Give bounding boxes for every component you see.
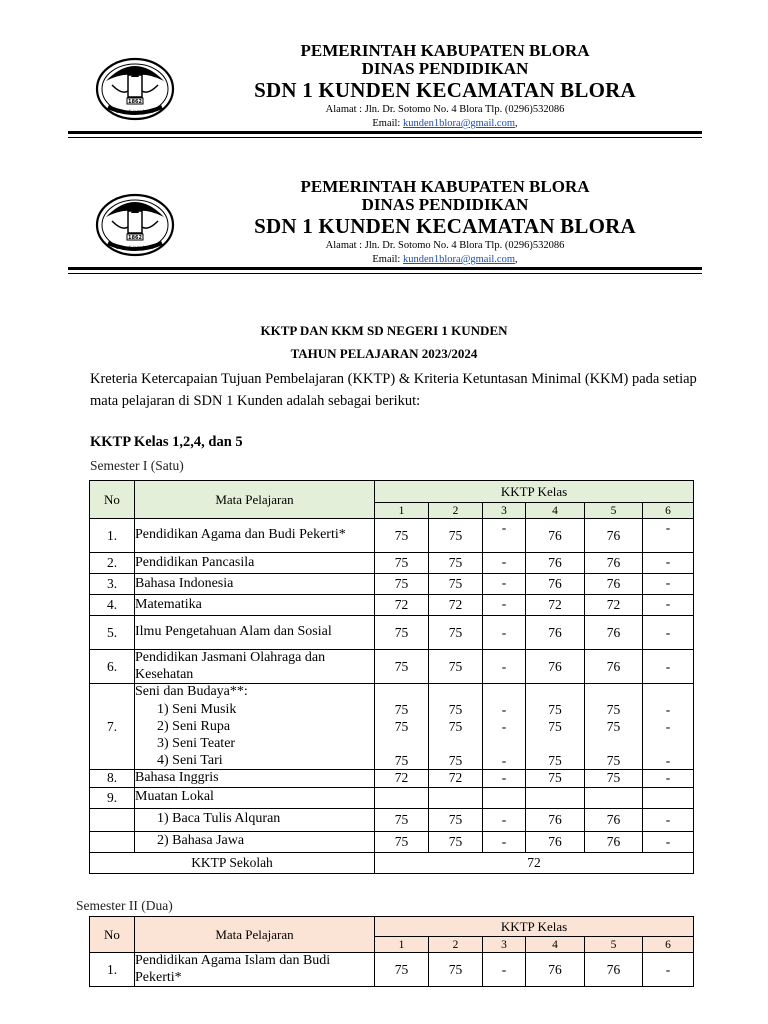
row-value: 76	[585, 616, 643, 650]
email-suffix: ,	[515, 254, 518, 265]
seni-values-col	[375, 684, 429, 770]
email-label: Email:	[372, 118, 403, 129]
row-value: 76	[526, 553, 585, 574]
mulok-subitem-label: 2) Bahasa Jawa	[157, 833, 245, 849]
blora-crest-icon	[94, 55, 176, 121]
table-row	[90, 574, 694, 595]
row-value: 75	[585, 770, 643, 788]
row-no: 1.	[90, 519, 135, 553]
school-address: Alamat : Jln. Dr. Sotomo No. 4 Blora Tlp. (0296)532086	[325, 104, 565, 115]
letterhead-rule	[68, 131, 702, 134]
row-value: -	[483, 553, 526, 574]
row-value	[429, 735, 482, 752]
government-name: PEMERINTAH KABUPATEN BLORA	[300, 177, 590, 196]
footer-label: KKTP Sekolah	[90, 852, 375, 873]
header-no: No	[90, 481, 135, 519]
row-value	[643, 735, 693, 752]
kktp-table-semester-1	[89, 480, 694, 874]
header-class: 2	[429, 937, 483, 953]
row-value: 72	[429, 770, 483, 788]
crest-year: 1862	[128, 235, 142, 241]
row-value: 75	[394, 753, 409, 768]
row-value: -	[501, 702, 507, 717]
row-value: -	[483, 616, 526, 650]
row-value: -	[483, 650, 526, 684]
table-row-seni-budaya	[90, 684, 694, 770]
table-row	[90, 831, 694, 852]
row-value: 72	[526, 595, 585, 616]
department-name: DINAS PENDIDIKAN	[361, 59, 529, 78]
row-no: 8.	[90, 770, 135, 788]
row-subject: Pendidikan Jasmani Olahraga dan Kesehatan	[135, 650, 375, 684]
row-value: -	[483, 953, 526, 987]
seni-subitem: 3) Seni Teater	[157, 735, 236, 751]
mulok-subitem	[135, 808, 375, 831]
row-value: 75	[448, 719, 463, 734]
row-value: 76	[526, 808, 585, 831]
department-name: DINAS PENDIDIKAN	[361, 195, 529, 214]
row-value: 76	[526, 831, 585, 852]
header-kktp-kelas: KKTP Kelas	[375, 481, 694, 503]
table-row	[90, 770, 694, 788]
header-class: 5	[585, 937, 643, 953]
row-value: 75	[548, 702, 562, 717]
seni-values-col	[483, 684, 526, 770]
email-label: Email:	[372, 254, 403, 265]
letterhead-rule	[68, 267, 702, 270]
footer-value: 72	[375, 852, 694, 873]
row-value: 76	[585, 808, 643, 831]
header-class: 2	[429, 503, 483, 519]
row-value: -	[643, 595, 694, 616]
row-value: -	[643, 831, 694, 852]
row-value	[526, 735, 584, 752]
section-heading: KKTP Kelas 1,2,4, dan 5	[90, 434, 243, 450]
crest-year: 1862	[128, 99, 142, 105]
email-link[interactable]: kunden1blora@gmail.com	[402, 254, 516, 265]
school-name: SDN 1 KUNDEN KECAMATAN BLORA	[254, 214, 636, 238]
crest-motto: sesanti jaga karta	[116, 245, 154, 250]
seni-values-col	[585, 684, 643, 770]
row-value	[585, 735, 642, 752]
row-value: 75	[548, 719, 562, 734]
table-row	[90, 519, 694, 553]
row-subject: Muatan Lokal	[135, 787, 375, 808]
table-row	[90, 616, 694, 650]
school-email-line	[188, 253, 702, 267]
table-footer-row	[90, 852, 694, 873]
row-subject: Pendidikan Agama Islam dan Budi Pekerti*	[135, 953, 375, 987]
row-value: 75	[429, 553, 483, 574]
row-value: 75	[429, 953, 483, 987]
row-value: 76	[526, 953, 585, 987]
row-value: 76	[585, 574, 643, 595]
school-email-line	[188, 117, 702, 131]
row-value: 75	[375, 650, 429, 684]
email-link[interactable]: kunden1blora@gmail.com	[402, 118, 516, 129]
row-value: 76	[585, 650, 643, 684]
school-address: Alamat : Jln. Dr. Sotomo No. 4 Blora Tlp. (0296)532086	[325, 240, 565, 251]
row-value: 75	[429, 650, 483, 684]
row-value: 72	[375, 595, 429, 616]
row-value: 75	[429, 808, 483, 831]
row-value: -	[643, 553, 694, 574]
email-suffix: ,	[515, 118, 518, 129]
row-value: 75	[375, 519, 429, 553]
row-no: 6.	[90, 650, 135, 684]
header-class: 6	[643, 937, 694, 953]
row-value: -	[643, 574, 694, 595]
row-value: 72	[429, 595, 483, 616]
header-class: 3	[483, 503, 526, 519]
row-value: 75	[606, 719, 621, 734]
row-value: -	[501, 753, 507, 768]
header-class: 4	[526, 503, 585, 519]
crest-motto: sesanti jaga karta	[116, 109, 154, 114]
letterhead-rule-thin	[68, 137, 702, 138]
row-value: 75	[429, 574, 483, 595]
header-class: 3	[483, 937, 526, 953]
row-value: -	[483, 770, 526, 788]
row-value: 75	[375, 553, 429, 574]
header-class: 1	[375, 937, 429, 953]
table-row	[90, 808, 694, 831]
row-subject: Ilmu Pengetahuan Alam dan Sosial	[135, 616, 375, 650]
row-value: 75	[606, 702, 621, 717]
row-value: 76	[526, 574, 585, 595]
row-no: 5.	[90, 616, 135, 650]
row-value: -	[665, 719, 671, 734]
row-value: 75	[394, 719, 409, 734]
table-row	[90, 553, 694, 574]
row-value: 75	[429, 519, 483, 553]
row-value: -	[483, 595, 526, 616]
row-value: 75	[448, 753, 463, 768]
header-class: 5	[585, 503, 643, 519]
header-class: 1	[375, 503, 429, 519]
row-value: 75	[375, 808, 429, 831]
row-value	[483, 735, 525, 752]
kktp-table-semester-2	[89, 916, 694, 987]
table-row	[90, 953, 694, 987]
row-value: 76	[526, 616, 585, 650]
row-value: 75	[606, 753, 621, 768]
row-value: 76	[585, 553, 643, 574]
row-value: 72	[375, 770, 429, 788]
header-subject: Mata Pelajaran	[135, 481, 375, 519]
row-subject	[135, 684, 375, 770]
row-value: 75	[375, 831, 429, 852]
row-value: 75	[375, 616, 429, 650]
letterhead-top	[68, 42, 702, 134]
row-value: -	[483, 574, 526, 595]
row-value: 72	[585, 595, 643, 616]
row-value: -	[643, 650, 694, 684]
header-kktp-kelas: KKTP Kelas	[375, 917, 694, 937]
seni-values-col	[526, 684, 585, 770]
table-row	[90, 650, 694, 684]
header-no: No	[90, 917, 135, 953]
row-value: 76	[585, 953, 643, 987]
row-value: -	[483, 808, 526, 831]
row-subject: Bahasa Inggris	[135, 770, 375, 788]
semester-label: Semester II (Dua)	[76, 898, 173, 913]
seni-values-col	[429, 684, 483, 770]
government-name: PEMERINTAH KABUPATEN BLORA	[300, 41, 590, 60]
row-no: 2.	[90, 553, 135, 574]
document-subtitle: TAHUN PELAJARAN 2023/2024	[290, 346, 478, 361]
header-subject: Mata Pelajaran	[135, 917, 375, 953]
seni-subitem: 4) Seni Tari	[157, 752, 223, 768]
row-value: -	[643, 953, 694, 987]
mulok-subitem-label: 1) Baca Tulis Alquran	[157, 811, 281, 827]
header-class: 6	[643, 503, 694, 519]
row-value: -	[643, 616, 694, 650]
row-value: -	[501, 719, 507, 734]
row-subject: Bahasa Indonesia	[135, 574, 375, 595]
row-subject: Pendidikan Pancasila	[135, 553, 375, 574]
seni-subitem: 2) Seni Rupa	[157, 718, 231, 734]
row-value: -	[643, 770, 694, 788]
row-value	[375, 735, 428, 752]
row-value: 76	[585, 519, 643, 553]
mulok-subitem	[135, 831, 375, 852]
row-value: 75	[375, 574, 429, 595]
table-row-muatan-lokal	[90, 787, 694, 808]
row-no: 1.	[90, 953, 135, 987]
row-value: 75	[548, 753, 562, 768]
row-value: 75	[375, 953, 429, 987]
school-name: SDN 1 KUNDEN KECAMATAN BLORA	[254, 78, 636, 102]
row-value: -	[483, 519, 526, 553]
row-no: 4.	[90, 595, 135, 616]
row-value: -	[643, 808, 694, 831]
row-value: 76	[526, 650, 585, 684]
header-class: 4	[526, 937, 585, 953]
row-value: -	[665, 702, 671, 717]
letterhead-second	[68, 178, 702, 270]
seni-values-col	[643, 684, 694, 770]
seni-sublist	[135, 701, 374, 769]
row-value: 75	[429, 616, 483, 650]
intro-paragraph: Kreteria Ketercapaian Tujuan Pembelajaran (KKTP) & Kriteria Ketuntasan Minimal (KKM) pada setiap mata pelajaran di SDN 1 Kunden adalah sebagai berikut:	[90, 371, 697, 409]
row-no: 3.	[90, 574, 135, 595]
row-value: -	[665, 753, 671, 768]
seni-subitem: 1) Seni Musik	[157, 701, 237, 717]
seni-title: Seni dan Budaya**:	[135, 684, 248, 699]
semester-label: Semester I (Satu)	[90, 458, 184, 473]
letterhead-rule-thin	[68, 273, 702, 274]
table-row	[90, 595, 694, 616]
row-value: 75	[394, 702, 409, 717]
document-title: KKTP DAN KKM SD NEGERI 1 KUNDEN	[260, 323, 508, 338]
row-value: 75	[526, 770, 585, 788]
row-value: -	[643, 519, 694, 553]
row-value: 76	[526, 519, 585, 553]
row-no: 9.	[90, 787, 135, 808]
row-value: 75	[429, 831, 483, 852]
row-value: -	[483, 831, 526, 852]
row-no: 7.	[90, 684, 135, 770]
row-value: 75	[448, 702, 463, 717]
blora-crest-icon	[94, 191, 176, 257]
row-subject: Matematika	[135, 595, 375, 616]
row-value: 76	[585, 831, 643, 852]
row-subject: Pendidikan Agama dan Budi Pekerti*	[135, 519, 375, 553]
